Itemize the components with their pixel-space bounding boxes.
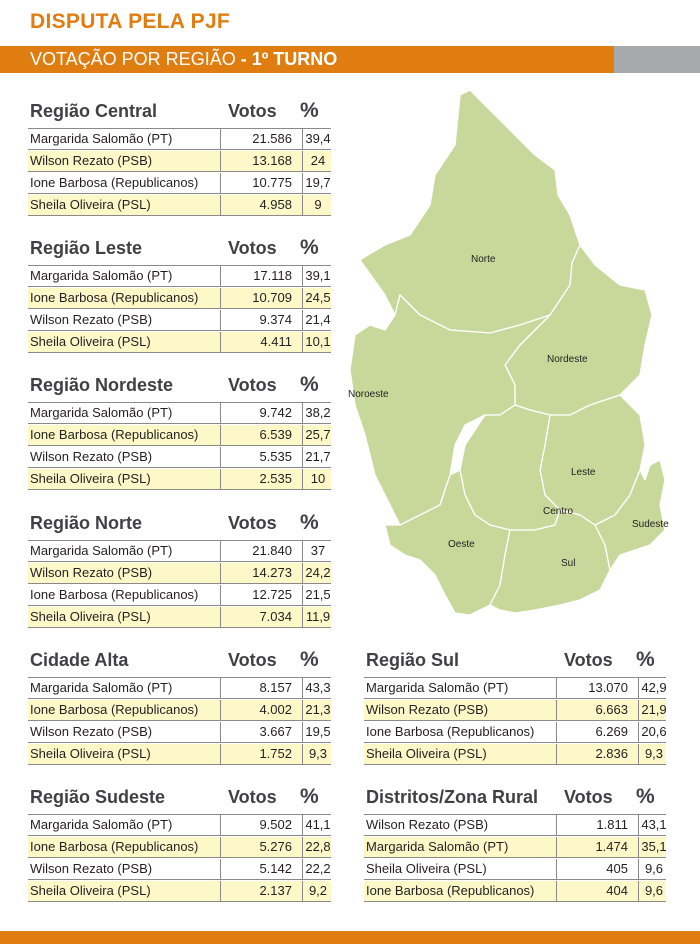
vote-percent: 21,4 (305, 312, 331, 327)
vote-count: 17.118 (218, 266, 303, 286)
table-regiao-norte (28, 510, 331, 629)
vote-percent: 9,3 (644, 746, 664, 761)
candidate-name: Wilson Rezato (PSB) (28, 563, 221, 583)
candidate-name: Margarida Salomão (PT) (28, 541, 221, 561)
table-row (28, 265, 331, 287)
regions-map (340, 85, 700, 625)
table-row (364, 837, 666, 858)
vote-percent: 9,6 (644, 883, 664, 898)
vote-percent: 9,3 (308, 746, 328, 761)
candidate-name: Ione Barbosa (Republicanos) (364, 881, 557, 901)
candidate-name: Margarida Salomão (PT) (364, 678, 557, 698)
vote-percent: 19,7 (305, 175, 331, 190)
page-title: DISPUTA PELA PJF (30, 10, 231, 33)
vote-count: 12.725 (218, 585, 303, 605)
map-label-leste: Leste (571, 467, 596, 478)
table-row (28, 859, 331, 880)
vote-count: 10.709 (218, 288, 303, 308)
table-regiao-sudeste (28, 784, 331, 903)
region-title: Cidade Alta (30, 650, 129, 670)
table-cidade-alta (28, 647, 331, 766)
table-row (364, 881, 666, 902)
vote-percent: 21,3 (305, 702, 331, 717)
vote-count: 4.411 (218, 332, 303, 352)
table-row (28, 288, 331, 309)
votes-column-header: Votos (228, 650, 277, 670)
vote-count: 5.142 (218, 859, 303, 879)
vote-percent: 9,2 (308, 883, 328, 898)
vote-percent: 25,7 (305, 427, 331, 442)
map-region-norte (360, 90, 580, 333)
candidate-name: Wilson Rezato (PSB) (28, 447, 221, 467)
table-header (28, 372, 331, 402)
table-regiao-nordeste (28, 372, 331, 491)
vote-count: 1.811 (554, 815, 639, 835)
vote-count: 9.742 (218, 403, 303, 423)
candidate-name: Wilson Rezato (PSB) (28, 151, 221, 171)
map-label-noroeste: Noroeste (348, 389, 389, 400)
table-row (28, 585, 331, 606)
table-row (28, 744, 331, 765)
vote-percent: 21,5 (305, 587, 331, 602)
percent-column-header: % (300, 785, 319, 808)
vote-count: 4.958 (218, 195, 303, 215)
candidate-name: Ione Barbosa (Republicanos) (28, 425, 221, 445)
vote-count: 10.775 (218, 173, 303, 193)
vote-percent: 37 (310, 543, 326, 558)
vote-percent: 39,1 (305, 268, 331, 283)
region-title: Região Norte (30, 513, 143, 533)
table-row (28, 563, 331, 584)
vote-percent: 22,2 (305, 861, 331, 876)
candidate-name: Margarida Salomão (PT) (28, 129, 221, 149)
vote-count: 5.276 (218, 837, 303, 857)
vote-count: 405 (554, 859, 639, 879)
subtitle (30, 49, 337, 70)
vote-percent: 24,5 (305, 290, 331, 305)
subtitle-bar (0, 46, 700, 73)
vote-count: 5.535 (218, 447, 303, 467)
vote-percent: 41,1 (305, 817, 331, 832)
vote-count: 6.539 (218, 425, 303, 445)
vote-percent: 9,6 (644, 861, 664, 876)
candidate-name: Wilson Rezato (PSB) (364, 700, 557, 720)
map-label-oeste: Oeste (448, 539, 475, 550)
region-title: Região Leste (30, 238, 143, 258)
subtitle-bar-gray-block (614, 46, 700, 73)
vote-percent: 22,8 (305, 839, 331, 854)
table-header (28, 98, 331, 128)
table-row (28, 540, 331, 562)
votes-column-header: Votos (564, 650, 613, 670)
vote-percent: 20,6 (641, 724, 667, 739)
candidate-name: Ione Barbosa (Republicanos) (28, 700, 221, 720)
map-label-sul: Sul (561, 558, 576, 569)
vote-count: 13.168 (218, 151, 303, 171)
vote-count: 1.474 (554, 837, 639, 857)
percent-column-header: % (300, 236, 319, 259)
bottom-bar (0, 931, 700, 944)
vote-percent: 42,9 (641, 680, 667, 695)
region-title: Região Central (30, 101, 158, 121)
vote-percent: 43,3 (305, 680, 331, 695)
vote-percent: 24,2 (305, 565, 331, 580)
candidate-name: Sheila Oliveira (PSL) (28, 744, 221, 764)
vote-percent: 9 (314, 197, 322, 212)
candidate-name: Wilson Rezato (PSB) (28, 859, 221, 879)
candidate-name: Margarida Salomão (PT) (28, 815, 221, 835)
vote-count: 8.157 (218, 678, 303, 698)
candidate-name: Wilson Rezato (PSB) (28, 722, 221, 742)
vote-count: 404 (554, 881, 639, 901)
percent-column-header: % (300, 511, 319, 534)
table-header (364, 784, 666, 814)
vote-percent: 24 (310, 153, 326, 168)
vote-percent: 10,1 (305, 334, 331, 349)
region-title: Região Nordeste (30, 375, 174, 395)
table-row (28, 425, 331, 446)
candidate-name: Margarida Salomão (PT) (28, 266, 221, 286)
table-row (28, 677, 331, 699)
map-label-sudeste: Sudeste (632, 519, 669, 530)
vote-count: 13.070 (554, 678, 639, 698)
vote-count: 2.137 (218, 881, 303, 901)
table-row (28, 332, 331, 353)
subtitle-round: - 1º TURNO (235, 49, 338, 69)
table-row (28, 447, 331, 468)
vote-count: 9.502 (218, 815, 303, 835)
table-row (364, 859, 666, 880)
vote-percent: 19,5 (305, 724, 331, 739)
table-row (364, 814, 666, 836)
region-title: Distritos/Zona Rural (366, 787, 539, 807)
percent-column-header: % (636, 648, 655, 671)
table-row (28, 402, 331, 424)
candidate-name: Sheila Oliveira (PSL) (364, 859, 557, 879)
table-row (28, 195, 331, 216)
vote-percent: 35,1 (641, 839, 667, 854)
votes-column-header: Votos (228, 101, 277, 121)
table-row (28, 310, 331, 331)
vote-count: 2.535 (218, 469, 303, 489)
region-title: Região Sudeste (30, 787, 166, 807)
vote-count: 21.840 (218, 541, 303, 561)
table-regiao-leste (28, 235, 331, 354)
table-row (28, 722, 331, 743)
vote-percent: 11,9 (305, 609, 331, 624)
table-header (28, 510, 331, 540)
table-row (28, 881, 331, 902)
table-row (28, 469, 331, 490)
table-row (364, 744, 666, 765)
candidate-name: Margarida Salomão (PT) (28, 403, 221, 423)
candidate-name: Wilson Rezato (PSB) (28, 310, 221, 330)
vote-count: 4.002 (218, 700, 303, 720)
candidate-name: Margarida Salomão (PT) (364, 837, 557, 857)
vote-count: 1.752 (218, 744, 303, 764)
table-row (28, 814, 331, 836)
candidate-name: Ione Barbosa (Republicanos) (364, 722, 557, 742)
table-row (28, 128, 331, 150)
vote-percent: 43,1 (641, 817, 667, 832)
table-header (28, 784, 331, 814)
vote-percent: 10 (310, 471, 326, 486)
vote-count: 7.034 (218, 607, 303, 627)
percent-column-header: % (636, 785, 655, 808)
votes-column-header: Votos (228, 787, 277, 807)
table-row (28, 173, 331, 194)
vote-count: 21.586 (218, 129, 303, 149)
percent-column-header: % (300, 373, 319, 396)
votes-column-header: Votos (228, 375, 277, 395)
votes-column-header: Votos (228, 238, 277, 258)
table-regiao-sul (364, 647, 666, 766)
candidate-name: Sheila Oliveira (PSL) (28, 195, 221, 215)
candidate-name: Sheila Oliveira (PSL) (28, 332, 221, 352)
table-header (28, 235, 331, 265)
votes-column-header: Votos (228, 513, 277, 533)
map-label-norte: Norte (471, 254, 496, 265)
vote-count: 6.663 (554, 700, 639, 720)
vote-percent: 38,2 (305, 405, 331, 420)
table-row (28, 151, 331, 172)
table-row (364, 700, 666, 721)
candidate-name: Margarida Salomão (PT) (28, 678, 221, 698)
vote-percent: 21,9 (641, 702, 667, 717)
vote-count: 6.269 (554, 722, 639, 742)
candidate-name: Sheila Oliveira (PSL) (364, 744, 557, 764)
candidate-name: Ione Barbosa (Republicanos) (28, 585, 221, 605)
candidate-name: Ione Barbosa (Republicanos) (28, 837, 221, 857)
table-row (28, 607, 331, 628)
candidate-name: Sheila Oliveira (PSL) (28, 607, 221, 627)
votes-column-header: Votos (564, 787, 613, 807)
candidate-name: Ione Barbosa (Republicanos) (28, 173, 221, 193)
candidate-name: Wilson Rezato (PSB) (364, 815, 557, 835)
table-header (28, 647, 331, 677)
vote-count: 14.273 (218, 563, 303, 583)
map-label-centro: Centro (543, 506, 574, 517)
region-title: Região Sul (366, 650, 460, 670)
vote-percent: 21,7 (305, 449, 331, 464)
table-header (364, 647, 666, 677)
candidate-name: Ione Barbosa (Republicanos) (28, 288, 221, 308)
table-distritos-zona-rural (364, 784, 666, 903)
percent-column-header: % (300, 648, 319, 671)
vote-count: 9.374 (218, 310, 303, 330)
candidate-name: Sheila Oliveira (PSL) (28, 881, 221, 901)
table-row (28, 700, 331, 721)
table-regiao-central (28, 98, 331, 217)
table-row (28, 837, 331, 858)
table-row (364, 722, 666, 743)
map-label-nordeste: Nordeste (547, 354, 588, 365)
table-row (364, 677, 666, 699)
subtitle-main: VOTAÇÃO POR REGIÃO (30, 49, 236, 69)
vote-count: 2.836 (554, 744, 639, 764)
vote-percent: 39,4 (305, 131, 331, 146)
vote-count: 3.667 (218, 722, 303, 742)
percent-column-header: % (300, 99, 319, 122)
candidate-name: Sheila Oliveira (PSL) (28, 469, 221, 489)
